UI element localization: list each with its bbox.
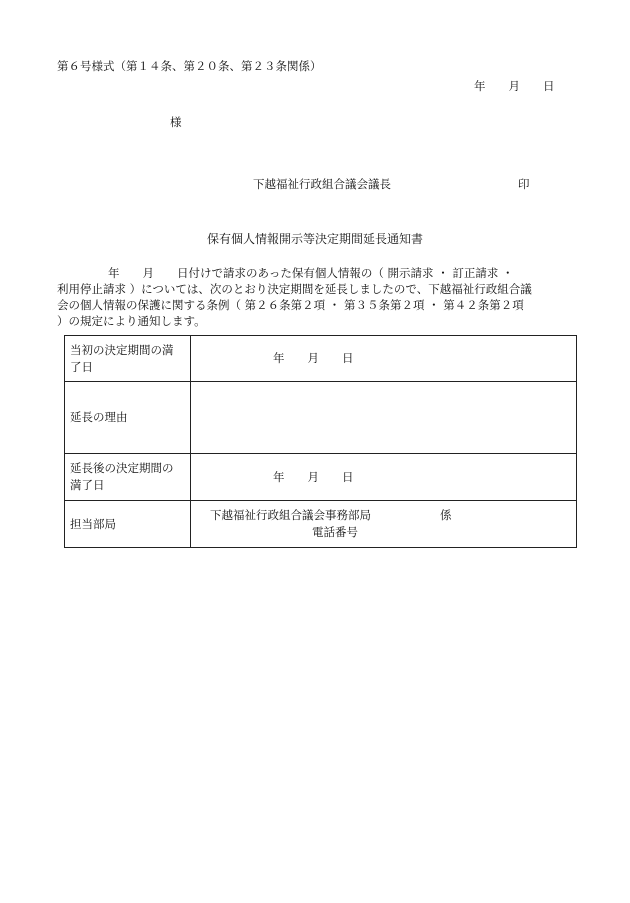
form-number: 第６号様式（第１４条、第２０条、第２３条関係） — [57, 59, 322, 73]
body-line: 利用停止請求 ）については、次のとおり決定期間を延長しましたので、下越福祉行政組合議 — [57, 282, 532, 296]
original-deadline-field[interactable]: 年 月 日 — [191, 336, 577, 382]
body-line: 会の個人情報の保護に関する条例（ 第２６条第２項 ・ 第３５条第２項 ・ 第４２条第２項 — [57, 298, 524, 312]
info-table — [64, 335, 577, 548]
row-label-extension-reason: 延長の理由 — [65, 382, 191, 454]
row-label-original-deadline: 当初の決定期間の満 了日 — [65, 336, 191, 382]
extension-reason-field[interactable] — [191, 382, 577, 454]
table-row — [65, 501, 577, 548]
document-title: 保有個人情報開示等決定期間延長通知書 — [206, 232, 423, 246]
body-paragraph — [57, 265, 582, 329]
seal-mark: 印 — [518, 177, 530, 191]
responsible-department-field[interactable]: 下越福祉行政組合議会事務部局 係 電話番号 — [191, 501, 577, 548]
extended-deadline-field[interactable]: 年 月 日 — [191, 454, 577, 501]
table-row — [65, 336, 577, 382]
table-row — [65, 382, 577, 454]
body-line: 年 月 日付けで請求のあった保有個人情報の（ 開示請求 ・ 訂正請求 ・ — [108, 266, 514, 280]
table-row — [65, 454, 577, 501]
body-line: ）の規定により通知します。 — [57, 314, 206, 328]
row-label-responsible-department: 担当部局 — [65, 501, 191, 548]
sender-title: 下越福祉行政組合議会議長 — [253, 177, 391, 191]
row-label-extended-deadline: 延長後の決定期間の 満了日 — [65, 454, 191, 501]
addressee-suffix: 様 — [170, 115, 182, 129]
issue-date: 年 月 日 — [474, 79, 555, 93]
